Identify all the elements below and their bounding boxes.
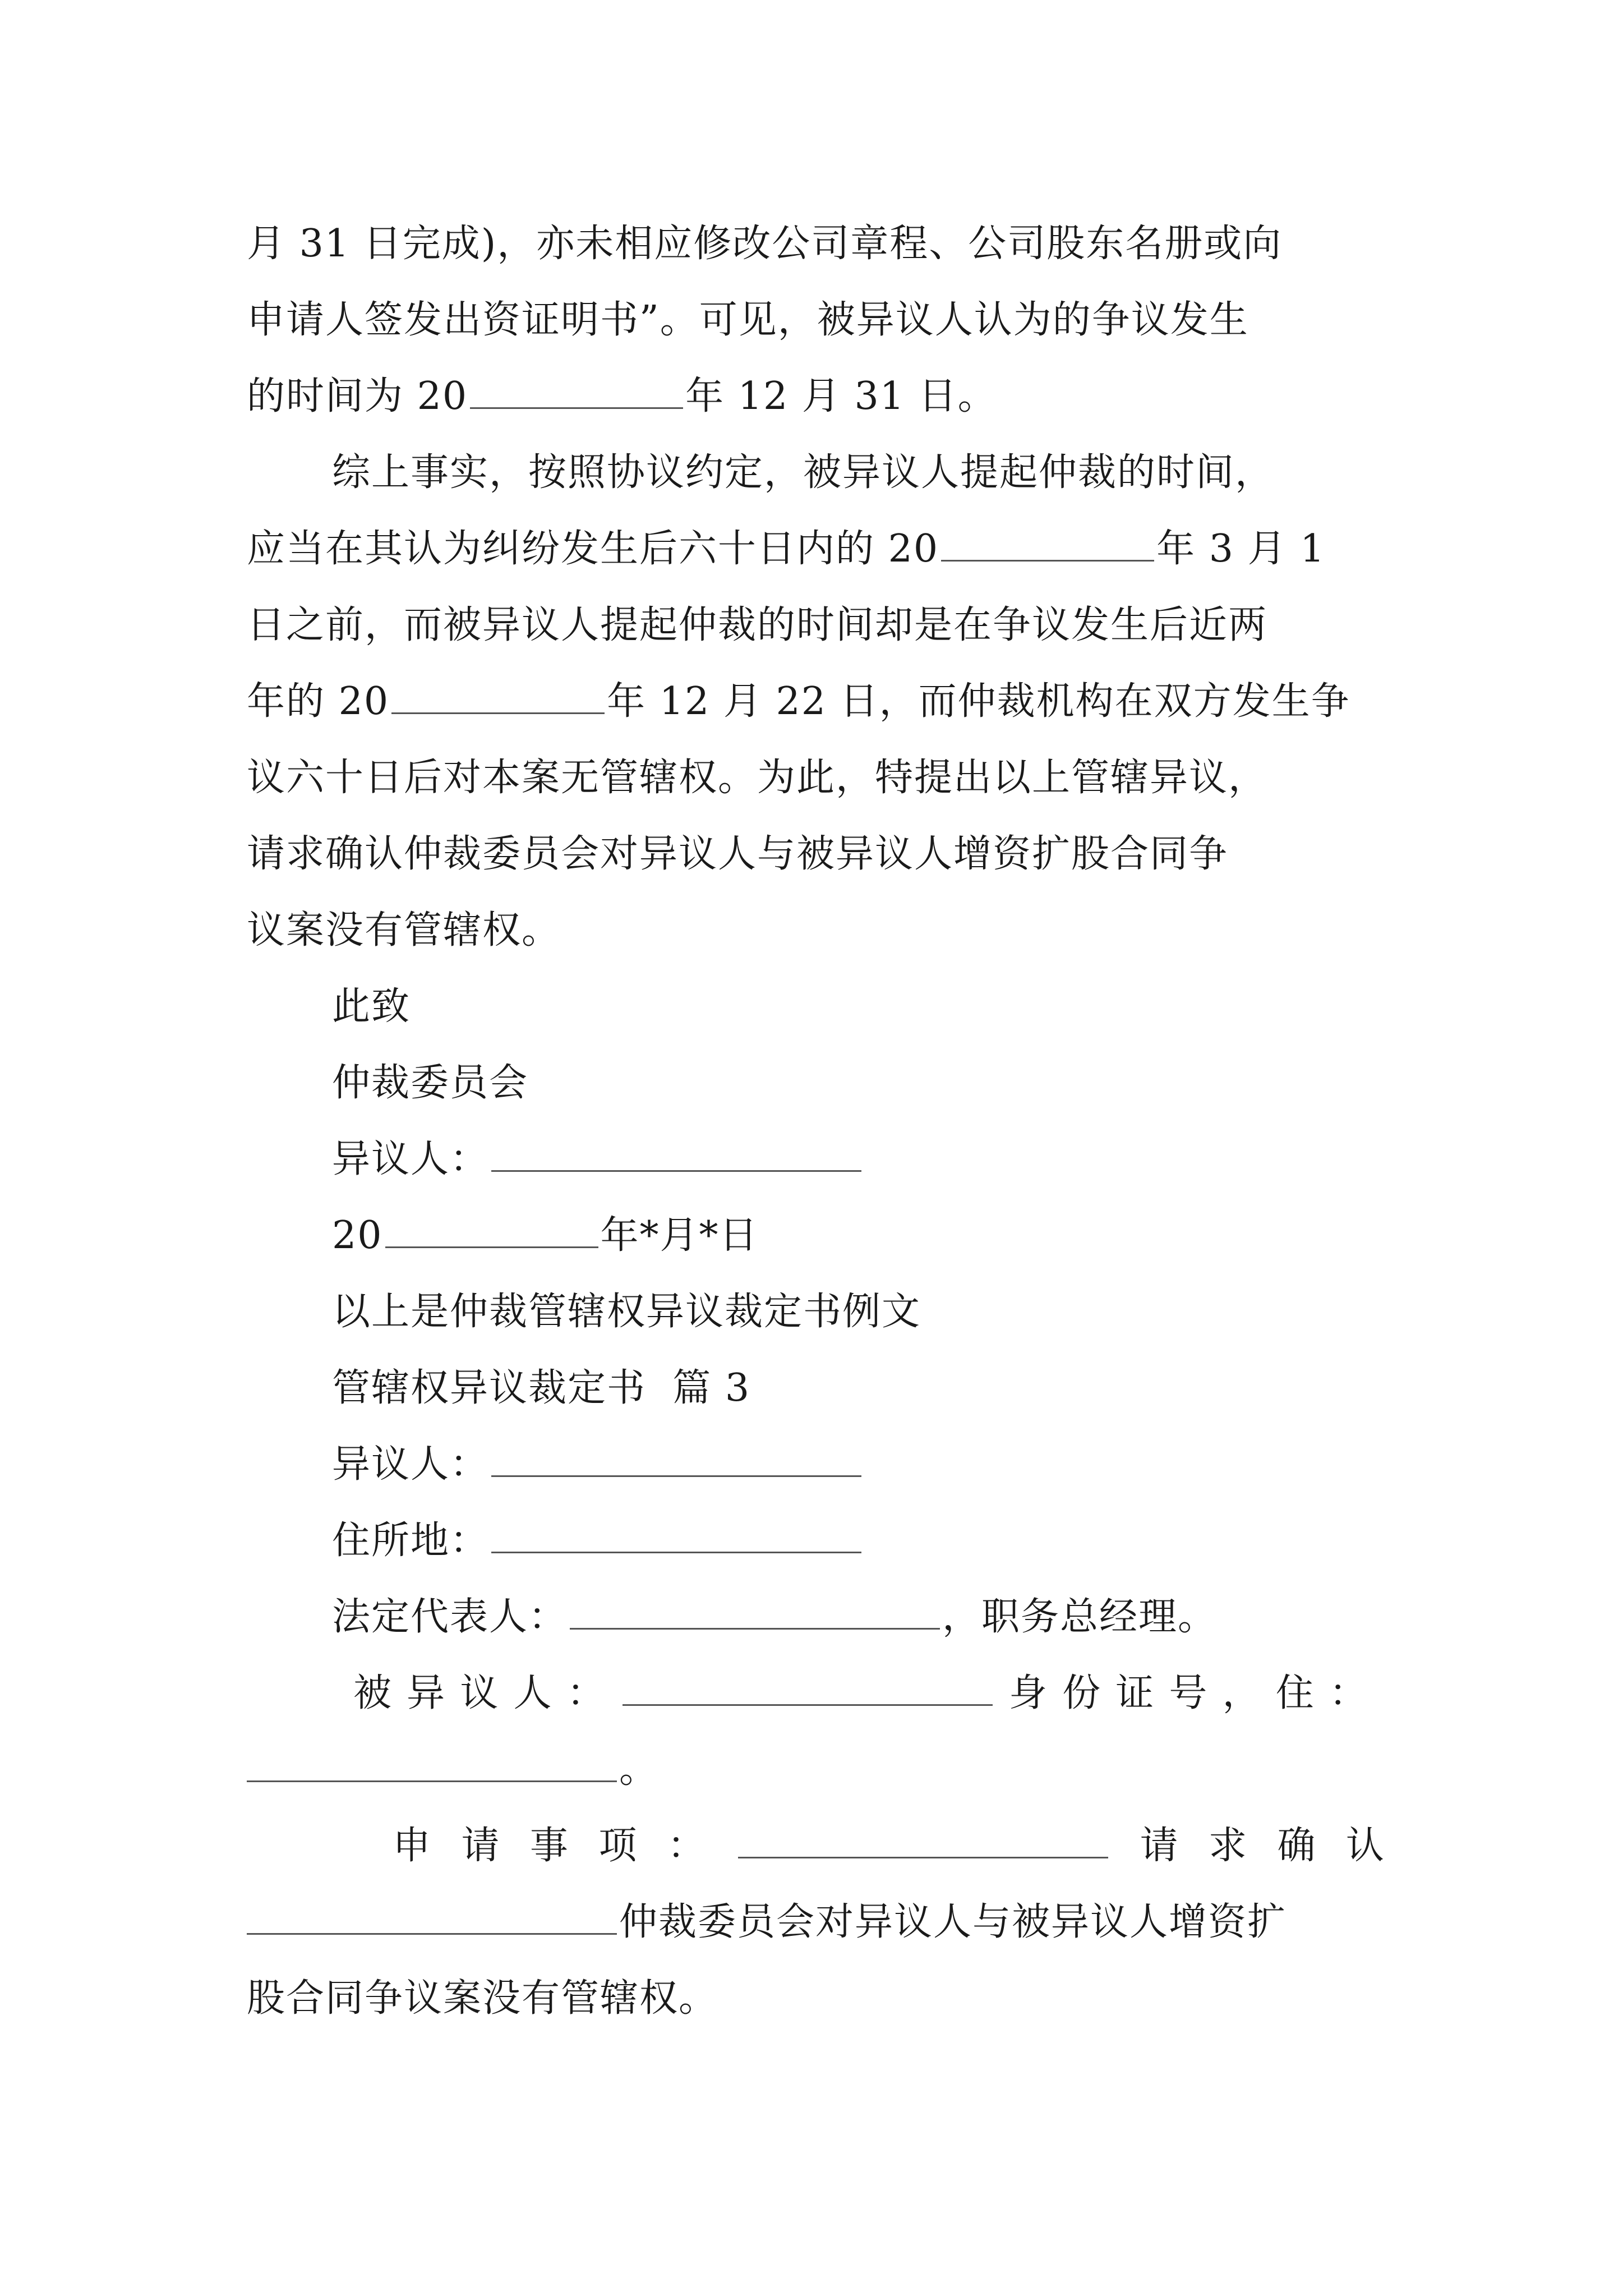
date-line: [332, 1198, 1470, 1274]
recipient: 仲裁委员会: [332, 1061, 529, 1105]
char: 请: [1140, 1824, 1179, 1868]
fill-in-blank: [623, 1666, 993, 1706]
paragraph-2-line-6: 请求确认仲裁委员会对异议人与被异议人增资扩股合同争: [247, 832, 1229, 876]
char: 号: [1169, 1671, 1209, 1715]
objector-field: [332, 1427, 1470, 1503]
char: 人: [513, 1671, 553, 1715]
paragraph-1-line-1: 月 31 日完成)，亦未相应修改公司章程、公司股东名册或向: [247, 222, 1283, 266]
fill-in-blank: [491, 1513, 861, 1553]
paragraph-1-line-2: 申请人签发出资证明书”。可见，被异议人认为的争议发生: [247, 298, 1249, 342]
fill-in-blank: [247, 1742, 617, 1782]
fill-in-blank: [570, 1590, 940, 1630]
char: 被: [353, 1671, 393, 1715]
text-segment: 年*月*日: [600, 1213, 759, 1258]
fill-in-blank: [391, 674, 605, 714]
respondent-line: [353, 1655, 1368, 1732]
field-label: 法定代表人：: [332, 1595, 568, 1639]
char: ：: [667, 1824, 707, 1868]
legal-rep-field: [332, 1579, 1470, 1655]
char: ：: [566, 1671, 606, 1715]
address-field: [332, 1503, 1470, 1579]
fill-in-blank: [385, 1208, 598, 1248]
char: 议: [460, 1671, 500, 1715]
fill-in-blank: [470, 369, 683, 409]
char: 认: [1345, 1824, 1385, 1868]
fill-in-blank: [247, 1895, 617, 1935]
respondent-line-2: [247, 1732, 1385, 1808]
salutation: 此致: [332, 984, 411, 1029]
request-line-3: 股合同争议案没有管辖权。: [247, 1976, 718, 2021]
paragraph-2-line-3: 日之前，而被异议人提起仲裁的时间却是在争议发生后近两: [247, 603, 1268, 647]
paragraph-2-line-1: 综上事实，按照协议约定，被异议人提起仲裁的时间，: [332, 450, 1275, 495]
field-label: 异议人：: [332, 1137, 490, 1181]
paragraph-2-line-2: [247, 511, 1385, 587]
text-segment: 年 3 月 1: [1156, 527, 1326, 571]
paragraph-2-line-7: 议案没有管辖权。: [247, 908, 561, 953]
text-segment: 应当在其认为纠纷发生后六十日内的 20: [247, 527, 939, 571]
request-line-2: [247, 1884, 1385, 1961]
char: 事: [529, 1824, 569, 1868]
char: ：: [1329, 1671, 1368, 1715]
char: 证: [1115, 1671, 1155, 1715]
text-segment: ，职务总经理。: [942, 1595, 1218, 1639]
char: 份: [1062, 1671, 1102, 1715]
request-line: [393, 1808, 1385, 1884]
char: 申: [393, 1824, 432, 1868]
char: 确: [1277, 1824, 1317, 1868]
char: 求: [1209, 1824, 1248, 1868]
text-segment: 。: [619, 1747, 659, 1792]
paragraph-2-line-4: [247, 664, 1385, 740]
objector-signature-line: [332, 1121, 1470, 1198]
fill-in-blank: [941, 522, 1154, 562]
fill-in-blank: [491, 1132, 861, 1172]
summary-line: 以上是仲裁管辖权异议裁定书例文: [332, 1290, 921, 1334]
text-segment: 的时间为 20: [247, 374, 468, 418]
text-segment: 年 12 月 22 日，而仲裁机构在双方发生争: [607, 679, 1350, 724]
char: 身: [1008, 1671, 1048, 1715]
char: 请: [461, 1824, 501, 1868]
fill-in-blank: [491, 1437, 861, 1477]
char: 异: [407, 1671, 446, 1715]
char: 住: [1275, 1671, 1315, 1715]
text-segment: 仲裁委员会对异议人与被异议人增资扩: [619, 1900, 1287, 1944]
text-segment: 年的 20: [247, 679, 390, 724]
field-label: 住所地：: [332, 1519, 490, 1563]
text-segment: 20: [332, 1213, 383, 1258]
char: ，: [1222, 1671, 1262, 1715]
text-segment: 年 12 月 31 日。: [685, 374, 997, 418]
paragraph-1-line-3: [247, 358, 1385, 435]
char: 项: [598, 1824, 638, 1868]
section-title: 管辖权异议裁定书 篇 3: [332, 1366, 751, 1410]
paragraph-2-line-5: 议六十日后对本案无管辖权。为此，特提出以上管辖异议，: [247, 756, 1268, 800]
fill-in-blank: [738, 1819, 1108, 1858]
field-label: 异议人：: [332, 1442, 490, 1487]
